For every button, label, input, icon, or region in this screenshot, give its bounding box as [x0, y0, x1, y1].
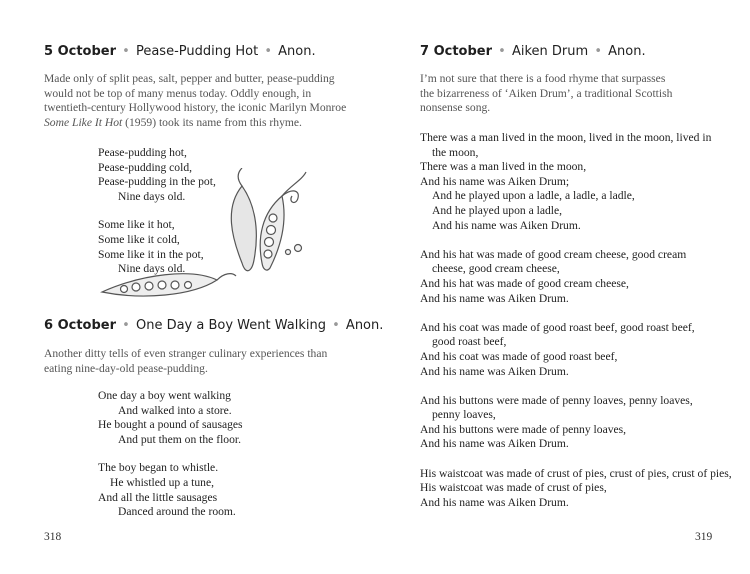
poem-boy-went-walking: [98, 389, 243, 520]
poem-line: And his name was Aiken Drum.: [420, 364, 569, 378]
poem-line: And his coat was made of good roast beef, good roast beef,: [420, 320, 695, 334]
pea-pods-illustration: [92, 168, 332, 308]
poem-line: He whistled up a tune,: [110, 475, 214, 489]
poem-line: And his hat was made of good cream cheese, good cream: [420, 247, 687, 261]
entry-title-5-october: [44, 44, 316, 59]
poem-line: And his name was Aiken Drum.: [420, 437, 569, 451]
poem-line: And his buttons were made of penny loaves,: [420, 422, 627, 436]
poem-line: Nine days old.: [118, 262, 186, 276]
poem-line: And all the little sausages: [98, 490, 218, 504]
entry-title-7-october: [420, 44, 646, 59]
poem-line: And his name was Aiken Drum;: [420, 174, 570, 188]
entry-author: Anon.: [278, 44, 316, 59]
entry-date: 6 October: [44, 318, 117, 333]
poem-line: And put them on the floor.: [118, 432, 242, 446]
poem-line: And walked into a store.: [118, 403, 232, 417]
entry-name: Aiken Drum: [511, 44, 589, 59]
poem-line: Some like it cold,: [98, 232, 180, 246]
poem-line: And he played upon a ladle, a ladle, a ladle,: [432, 189, 635, 203]
poem-line: good roast beef,: [432, 335, 507, 349]
intro-line: nonsense song.: [420, 101, 491, 115]
entry-date: 7 October: [420, 44, 493, 59]
poem-line: And he played upon a ladle,: [432, 203, 563, 217]
title-separator: •: [332, 318, 340, 333]
title-separator: •: [264, 44, 272, 59]
title-separator: •: [122, 44, 130, 59]
poem-line: Pease-pudding hot,: [98, 146, 187, 159]
intro-line: I’m not sure that there is a food rhyme that surpasses: [420, 72, 666, 85]
intro-line: Another ditty tells of even stranger culinary experiences than: [44, 347, 328, 360]
poem-line: There was a man lived in the moon,: [420, 160, 587, 174]
poem-line: His waistcoat was made of crust of pies, crust of pies, crust of pies,: [420, 466, 732, 480]
poem-line: penny loaves,: [432, 408, 496, 422]
poem-line: the moon,: [432, 145, 479, 159]
intro-line: twentieth-century Hollywood history, the iconic Marilyn Monroe: [44, 101, 347, 115]
film-title: Some Like It Hot: [44, 115, 123, 129]
poem-line: He bought a pound of sausages: [98, 418, 243, 432]
poem-line: Pease-pudding cold,: [98, 160, 193, 174]
poem-line: His waistcoat was made of crust of pies,: [420, 481, 607, 495]
intro-line: would not be top of many menus today. Oddly enough, in: [44, 86, 312, 100]
poem-line: Some like it in the pot,: [98, 247, 204, 261]
intro-line: the bizarreness of ‘Aiken Drum’, a traditional Scottish: [420, 86, 673, 100]
entry-intro: [420, 72, 672, 116]
poem-line: The boy began to whistle.: [98, 461, 219, 475]
entry-name: Pease-Pudding Hot: [135, 44, 259, 59]
poem-line: And his name was Aiken Drum.: [420, 495, 569, 509]
poem-line: Some like it hot,: [98, 218, 175, 232]
right-page: [375, 0, 750, 574]
intro-line: Made only of split peas, salt, pepper and butter, pease-pudding: [44, 72, 335, 85]
poem-line: And his name was Aiken Drum.: [432, 218, 581, 232]
intro-line: eating nine-day-old pease-pudding.: [44, 361, 208, 375]
entry-intro: [44, 347, 327, 376]
poem-line: Danced around the room.: [118, 505, 236, 519]
entry-title-6-october: [44, 318, 383, 333]
title-separator: •: [594, 44, 602, 59]
page-number: 318: [44, 531, 62, 543]
poem-line: And his buttons were made of penny loaves, penny loaves,: [420, 393, 693, 407]
poem-line: One day a boy went walking: [98, 389, 231, 402]
poem-line: Nine days old.: [118, 189, 186, 203]
poem-line: There was a man lived in the moon, lived in the moon, lived in: [420, 131, 712, 144]
entry-intro: [44, 72, 346, 130]
entry-name: One Day a Boy Went Walking: [135, 318, 326, 333]
title-separator: •: [498, 44, 506, 59]
intro-line: Some Like It Hot (1959) took its name from this rhyme.: [44, 115, 302, 129]
poem-line: Pease-pudding in the pot,: [98, 175, 216, 189]
poem-line: And his hat was made of good cream cheese,: [420, 276, 629, 290]
entry-date: 5 October: [44, 44, 117, 59]
entry-author: Anon.: [608, 44, 646, 59]
poem-line: And his name was Aiken Drum.: [420, 291, 569, 305]
page-number: 319: [695, 531, 713, 543]
poem-aiken-drum: [420, 131, 732, 510]
poem-line: And his coat was made of good roast beef,: [420, 349, 618, 363]
title-separator: •: [122, 318, 130, 333]
entry-author: Anon.: [345, 318, 384, 333]
poem-line: cheese, good cream cheese,: [432, 262, 560, 276]
